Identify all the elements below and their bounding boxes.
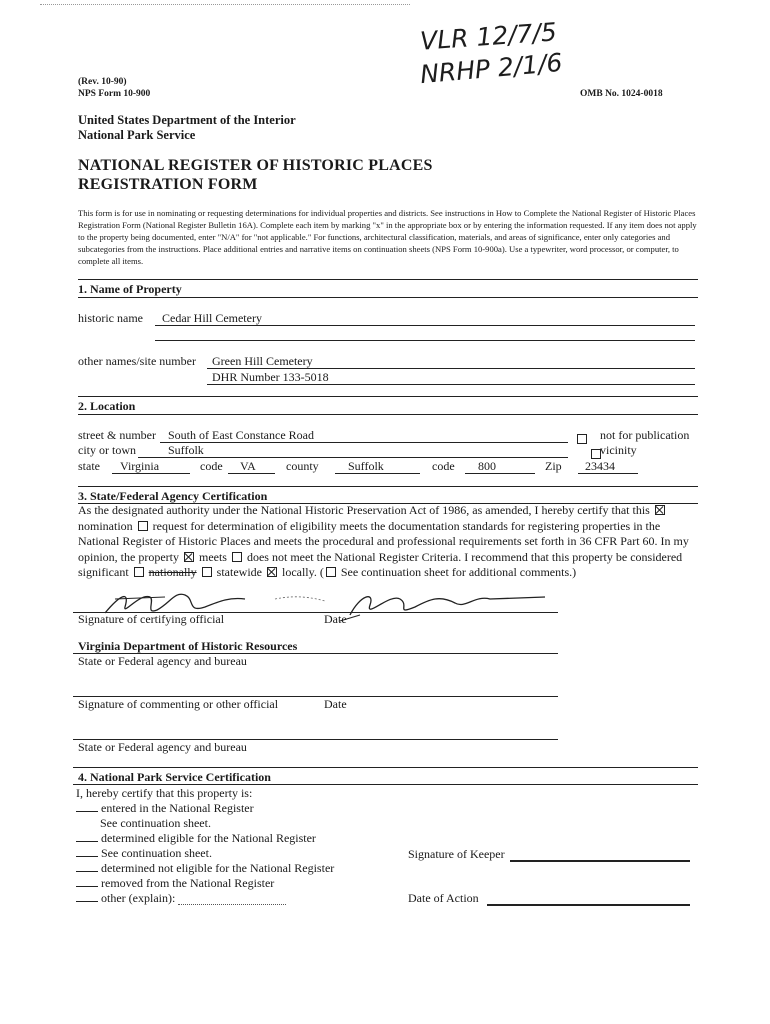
section4-heading: 4. National Park Service Certification (78, 770, 271, 784)
state-code-field-line (228, 473, 275, 474)
county-label: county (286, 459, 319, 473)
cert-statewide: statewide (216, 565, 262, 579)
meets-checkbox[interactable] (184, 552, 194, 562)
section2-heading-rule (78, 414, 698, 415)
form-title-line2: REGISTRATION FORM (78, 176, 258, 193)
city-field-line (138, 457, 568, 458)
keeper-signature-label: Signature of Keeper (408, 847, 505, 861)
eligible-blank[interactable] (76, 831, 98, 842)
historic-name-label: historic name (78, 311, 143, 325)
agency-name: Virginia Department of Historic Resources (78, 639, 298, 653)
certifying-date-label: Date (324, 612, 347, 626)
section2-heading: 2. Location (78, 399, 136, 413)
nps-item-not-eligible: determined not eligible for the National Register (76, 861, 334, 876)
nationally-checkbox[interactable] (134, 567, 144, 577)
city-label: city or town (78, 443, 136, 457)
other-blank[interactable] (76, 891, 98, 902)
entered-blank[interactable] (76, 801, 98, 812)
keeper-signature-line[interactable] (510, 860, 690, 862)
service-name: National Park Service (78, 128, 196, 142)
nps-item-entered: entered in the National Register (76, 801, 254, 816)
handwritten-nrhp-date: NRHP 2/1/6 (419, 47, 564, 90)
not-for-publication-checkbox[interactable] (577, 434, 587, 444)
cert-significant: significant (78, 565, 129, 579)
cert-opinion: opinion, the property (78, 549, 179, 564)
zip-value: 23434 (585, 459, 615, 473)
department-name: United States Department of the Interior (78, 113, 296, 127)
cert-meets: meets (198, 549, 227, 564)
nps-cert-intro: I, hereby certify that this property is: (76, 786, 253, 800)
section4-heading-rule (73, 784, 698, 785)
nps-item-removed: removed from the National Register (76, 876, 274, 891)
nomination-checkbox[interactable] (655, 505, 665, 515)
dhr-number-value: DHR Number 133-5018 (212, 370, 329, 384)
zip-label: Zip (545, 459, 562, 473)
other-names-field-line (207, 368, 695, 369)
not-eligible-blank[interactable] (76, 861, 98, 872)
section2-top-rule (78, 396, 698, 397)
nps-item-see-cont-2: See continuation sheet. (76, 846, 212, 861)
county-field-line (335, 473, 420, 474)
county-code-value: 800 (478, 459, 496, 473)
removed-blank[interactable] (76, 876, 98, 887)
continuation-sheet-checkbox[interactable] (326, 567, 336, 577)
form-instructions: This form is for use in nominating or requesting determinations for individual properties and districts. See instructions in How to Complete the National Register of Historic Places Registration Form (National Register Bulletin 16A). Complete each item by marking "x" in the appropriate box or by entering the information requested. If any item does not apply to the property being documented, enter "N/A" for "not applicable." For functions, architectural classification, materials, and areas of significance, enter only categories and subcategories from the instructions. Place additional entries and narrative items on continuation sheets (NPS Form 10-900a). Use a typewriter, word processor, or computer, to complete all items. (78, 208, 697, 266)
agency2-label: State or Federal agency and bureau (78, 740, 247, 754)
top-edge-rule (40, 4, 410, 5)
street-label: street & number (78, 428, 156, 442)
nps-item-other: other (explain): (76, 891, 175, 906)
not-for-publication-label: not for publication (600, 428, 690, 442)
commenting-signature-label: Signature of commenting or other official (78, 697, 279, 711)
omb-number: OMB No. 1024-0018 (580, 89, 663, 99)
section1-top-rule (78, 279, 698, 280)
historic-name-value: Cedar Hill Cemetery (162, 311, 262, 325)
statewide-checkbox[interactable] (202, 567, 212, 577)
county-code-label: code (432, 459, 455, 473)
historic-name-extra-line (155, 340, 695, 341)
nps-item-see-cont-1: See continuation sheet. (100, 816, 211, 830)
other-explain-line[interactable] (178, 904, 286, 905)
street-value: South of East Constance Road (168, 428, 314, 442)
cert-nomination: nomination (78, 518, 133, 533)
eligibility-request-checkbox[interactable] (138, 521, 148, 531)
date-of-action-line[interactable] (487, 904, 690, 906)
handwritten-vlr-date: VLR 12/7/5 (419, 17, 558, 56)
dhr-number-field-line (207, 384, 695, 385)
cert-continuation: See continuation sheet for additional comments.) (340, 565, 577, 579)
section1-heading: 1. Name of Property (78, 282, 182, 296)
does-not-meet-checkbox[interactable] (232, 552, 242, 562)
date-of-action-label: Date of Action (408, 891, 479, 905)
state-code-label: code (200, 459, 223, 473)
city-value: Suffolk (168, 443, 204, 457)
form-revision: (Rev. 10-90) (78, 77, 127, 87)
state-label: state (78, 459, 100, 473)
zip-field-line (578, 473, 638, 474)
agency-label: State or Federal agency and bureau (78, 654, 247, 668)
state-value: Virginia (120, 459, 160, 473)
cert-line1: As the designated authority under the National Historic Preservation Act of 1986, as amended, I hereby certify that this (78, 503, 650, 517)
street-field-line (160, 442, 568, 443)
form-number: NPS Form 10-900 (78, 89, 151, 99)
state-field-line (112, 473, 190, 474)
cert-line3: National Register of Historic Places and meets the procedural and professional requirements set forth in 36 CFR Part 60. In my (78, 534, 689, 548)
form-title-line1: NATIONAL REGISTER OF HISTORIC PLACES (78, 157, 433, 174)
cert-locally: locally. ( (281, 565, 324, 579)
cert-line4: does not meet the National Register Criteria. I recommend that this property be considered (246, 549, 683, 564)
county-value: Suffolk (348, 459, 384, 473)
state-code-value: VA (240, 459, 256, 473)
locally-checkbox[interactable] (267, 567, 277, 577)
nps-item-eligible: determined eligible for the National Register (76, 831, 316, 846)
section1-heading-rule (78, 297, 698, 298)
section3-heading: 3. State/Federal Agency Certification (78, 489, 268, 503)
other-names-label: other names/site number (78, 354, 196, 368)
county-code-field-line (465, 473, 535, 474)
certification-paragraph (78, 503, 698, 581)
section4-top-rule (73, 767, 698, 768)
historic-name-field-line (155, 325, 695, 326)
cert-nationally: nationally (148, 565, 197, 579)
other-names-value: Green Hill Cemetery (212, 354, 313, 368)
vicinity-label: vicinity (600, 443, 637, 457)
certifying-signature-label: Signature of certifying official (78, 612, 225, 626)
section3-top-rule (78, 486, 698, 487)
see-cont-blank[interactable] (76, 846, 98, 857)
cert-line2: request for determination of eligibility meets the documentation standards for registering properties in the (152, 518, 661, 533)
commenting-date-label: Date (324, 697, 347, 711)
